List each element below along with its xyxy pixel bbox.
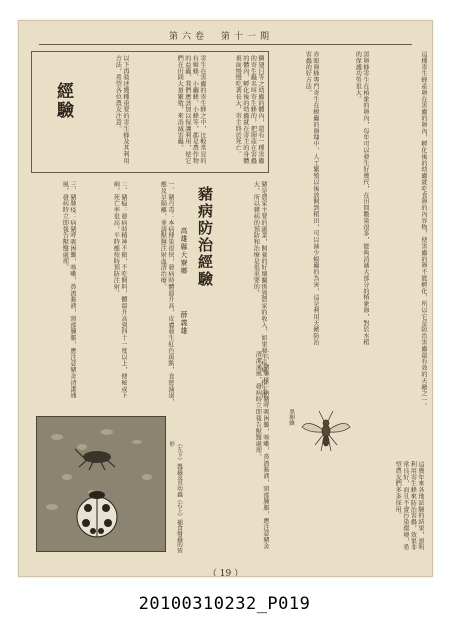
page-number: （ 19 ） xyxy=(207,569,244,577)
article-b-text-3: 二、豬瘟：發病時精神不振，不吃飼料，體溫升高到四十一度以上，便秘或下痢，死亡率很高，平時應按時預防注射。 xyxy=(112,181,127,399)
right-text-column-2: 黑卵蜂寄生在椿象的卵內，每年可以發生好幾代，在田間數量很多，能夠消滅大部分的椿象卵，對於水稻的保護功勞很大。 xyxy=(354,51,369,346)
article-a-text-2: 寄生在害蟲的寄生蜂之中，比較常見的有姬蜂、小繭蜂、小蜂等，都是農作物的益蟲，我們應該加以保護利用，使它們在田間大量繁殖，來消滅害蟲。 xyxy=(176,55,206,164)
article-b-text-4: 三、豬肺疫：病豬呼吸困難，咳嗽，鼻流黏液，頸部腫脹，應注意豬舍清潔通風，發病時立即報告獸醫處理。 xyxy=(61,181,76,399)
article-b-text-2: 一、豬丹毒：本病傳染很快，發病時體溫升高，皮膚發生紅色斑點，食慾減退，應及早隔離，並請獸醫注射血清治療。 xyxy=(159,181,174,405)
insect-caption: 黑卵蜂 xyxy=(288,409,294,426)
right-text-column-1: 這種寄生蜂產卵在害蟲的卵內，孵化後的幼蟲就吃食卵的內容物，使害蟲的卵不能孵化，所以它是防治害蟲最有效的天敵之一。 xyxy=(420,51,427,410)
header-rule xyxy=(39,44,412,45)
article-title-banner xyxy=(47,82,73,152)
article-org: 高雄縣大寮鄉 xyxy=(180,227,188,275)
wasp-figure xyxy=(297,401,355,459)
article-a-text-3: 以下再敍述幾種重要的寄生蜂及其利用方法，希望各位農友注意。 xyxy=(114,55,129,164)
article-a-text-1: 鱗翅目等之幼蟲的體內，還有一種害蟲的寄生蟲名叫寄生蜂的，把卵產在害蟲的體內，孵化後的幼蟲就在寄主的身體裏面慢慢吃著長大，寄主終於死亡。 xyxy=(234,55,264,164)
article-title-experience: 經驗 xyxy=(53,82,73,120)
right-text-column-3: 赤眼卵蜂專門寄生在螟蟲的卵塊中，人工繁殖以後放飼到稻田，可以減少螟蟲的為害，這是利用天敵防治害蟲的好方法。 xyxy=(304,51,319,346)
article-b-text-1: 豬是農家主要的副業，飼養的好壞關係到農家的收入，如果發生疾病，損失很大，所以豬病的預防和治療是很重要的。 xyxy=(252,181,267,399)
issue-label: 第六卷 第十一期 xyxy=(169,32,274,42)
article-title-pig-disease: 豬病防治經驗 xyxy=(196,186,214,288)
page-header xyxy=(19,29,432,43)
right-text-column-4: 這幾年來各地試驗的結果，證明利用寄生蜂來防治害蟲，效果非常良好，而且不會污染環境，希望農友們多多採用。 xyxy=(394,461,424,551)
photo-caption: （左下）瓢蟲及其幼蟲（右上）捕食蚜蟲的情形 xyxy=(168,441,182,553)
magazine-page xyxy=(18,20,433,577)
article-author: 薛義雄 xyxy=(180,311,188,335)
article-b-text-5: 三、豬肺疫：病豬呼吸困難，咳嗽，鼻流黏液，頸部腫脹，應注意豬舍清潔通風，發病時立即報告獸醫處理。 xyxy=(254,351,269,550)
image-filename: 20100310232_P019 xyxy=(138,594,311,614)
ladybug-photo xyxy=(36,416,166,552)
